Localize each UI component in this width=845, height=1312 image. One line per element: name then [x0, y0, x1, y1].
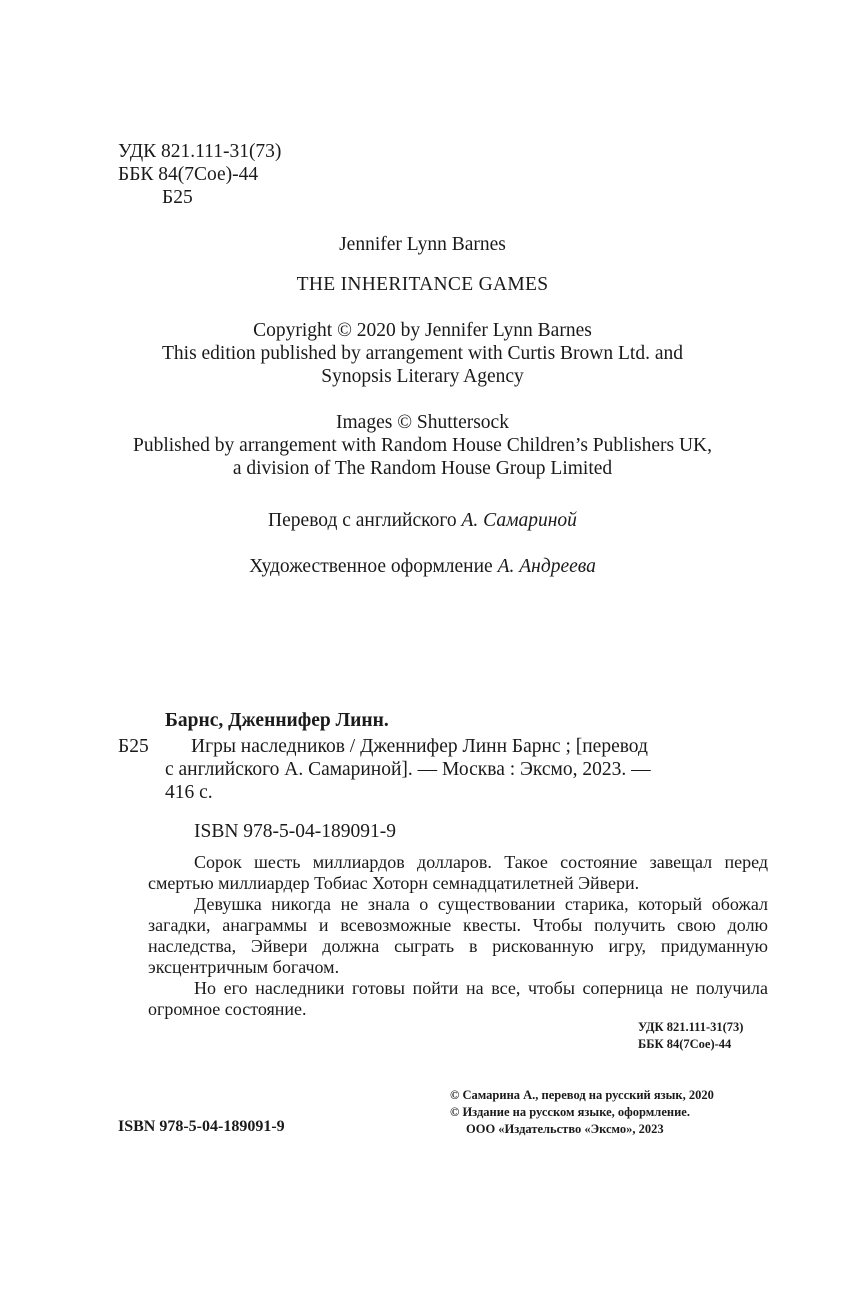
udk-code: УДК 821.111-31(73): [118, 141, 282, 162]
annotation: [148, 852, 768, 1020]
original-author: Jennifer Lynn Barnes: [339, 234, 506, 255]
footer-copyright-line-2: © Издание на русском языке, оформление.: [450, 1105, 690, 1119]
translation-label: Перевод с английского: [268, 510, 462, 531]
catalog-mark: Б25: [118, 736, 149, 757]
translator-name: А. Самариной: [461, 510, 577, 531]
images-line-3: a division of The Random House Group Limited: [232, 458, 613, 479]
designer-name: А. Андреева: [497, 556, 596, 577]
copyright-line-1: Copyright © 2020 by Jennifer Lynn Barnes: [253, 320, 592, 341]
author-mark: Б25: [162, 187, 193, 208]
bbk-code: ББК 84(7Сое)-44: [118, 164, 259, 185]
catalog-entry-line-3: 416 с.: [165, 782, 213, 803]
annotation-paragraph-3: Но его наследники готовы пойти на все, чтобы соперница не получила огромное состояние.: [148, 978, 768, 1019]
annotation-paragraph-1: Сорок шесть миллиардов долларов. Такое состояние завещал перед смертью миллиардер Тобиас Хоторн семнадцатилетней Эйвери.: [148, 852, 768, 893]
original-title: THE INHERITANCE GAMES: [296, 274, 549, 295]
catalog-entry-line-1: Игры наследников / Дженнифер Линн Барнс ; [перевод: [191, 736, 648, 757]
images-line-2: Published by arrangement with Random House Children’s Publishers UK,: [133, 435, 712, 456]
footer-copyright-line-3: ООО «Издательство «Эксмо», 2023: [466, 1122, 664, 1136]
copyright-line-3: Synopsis Literary Agency: [321, 366, 524, 387]
footer-isbn: ISBN 978-5-04-189091-9: [118, 1118, 285, 1135]
annotation-paragraph-2: Девушка никогда не знала о существовании старика, который обожал загадки, анаграммы и всевозможные квесты. Чтобы получить свою долю наследства, Эйвери должна сыграть в рискованную игру, придуманную эксцентричным богачом.: [148, 894, 768, 977]
catalog-isbn: ISBN 978-5-04-189091-9: [194, 821, 397, 842]
images-line-1: Images © Shuttersock: [336, 412, 509, 433]
catalog-heading: Барнс, Дженнифер Линн.: [165, 710, 389, 731]
annotation-udk: УДК 821.111-31(73): [638, 1020, 744, 1034]
copyright-line-2: This edition published by arrangement with Curtis Brown Ltd. and: [161, 343, 683, 364]
translation-credit: [0, 509, 845, 532]
design-label: Художественное оформление: [249, 556, 498, 577]
catalog-entry-line-2: с английского А. Самариной]. — Москва : Эксмо, 2023. —: [165, 759, 651, 780]
annotation-bbk: ББК 84(7Сое)-44: [638, 1037, 732, 1051]
design-credit: [0, 555, 845, 578]
footer-copyright-line-1: © Самарина А., перевод на русский язык, 2020: [450, 1088, 714, 1102]
